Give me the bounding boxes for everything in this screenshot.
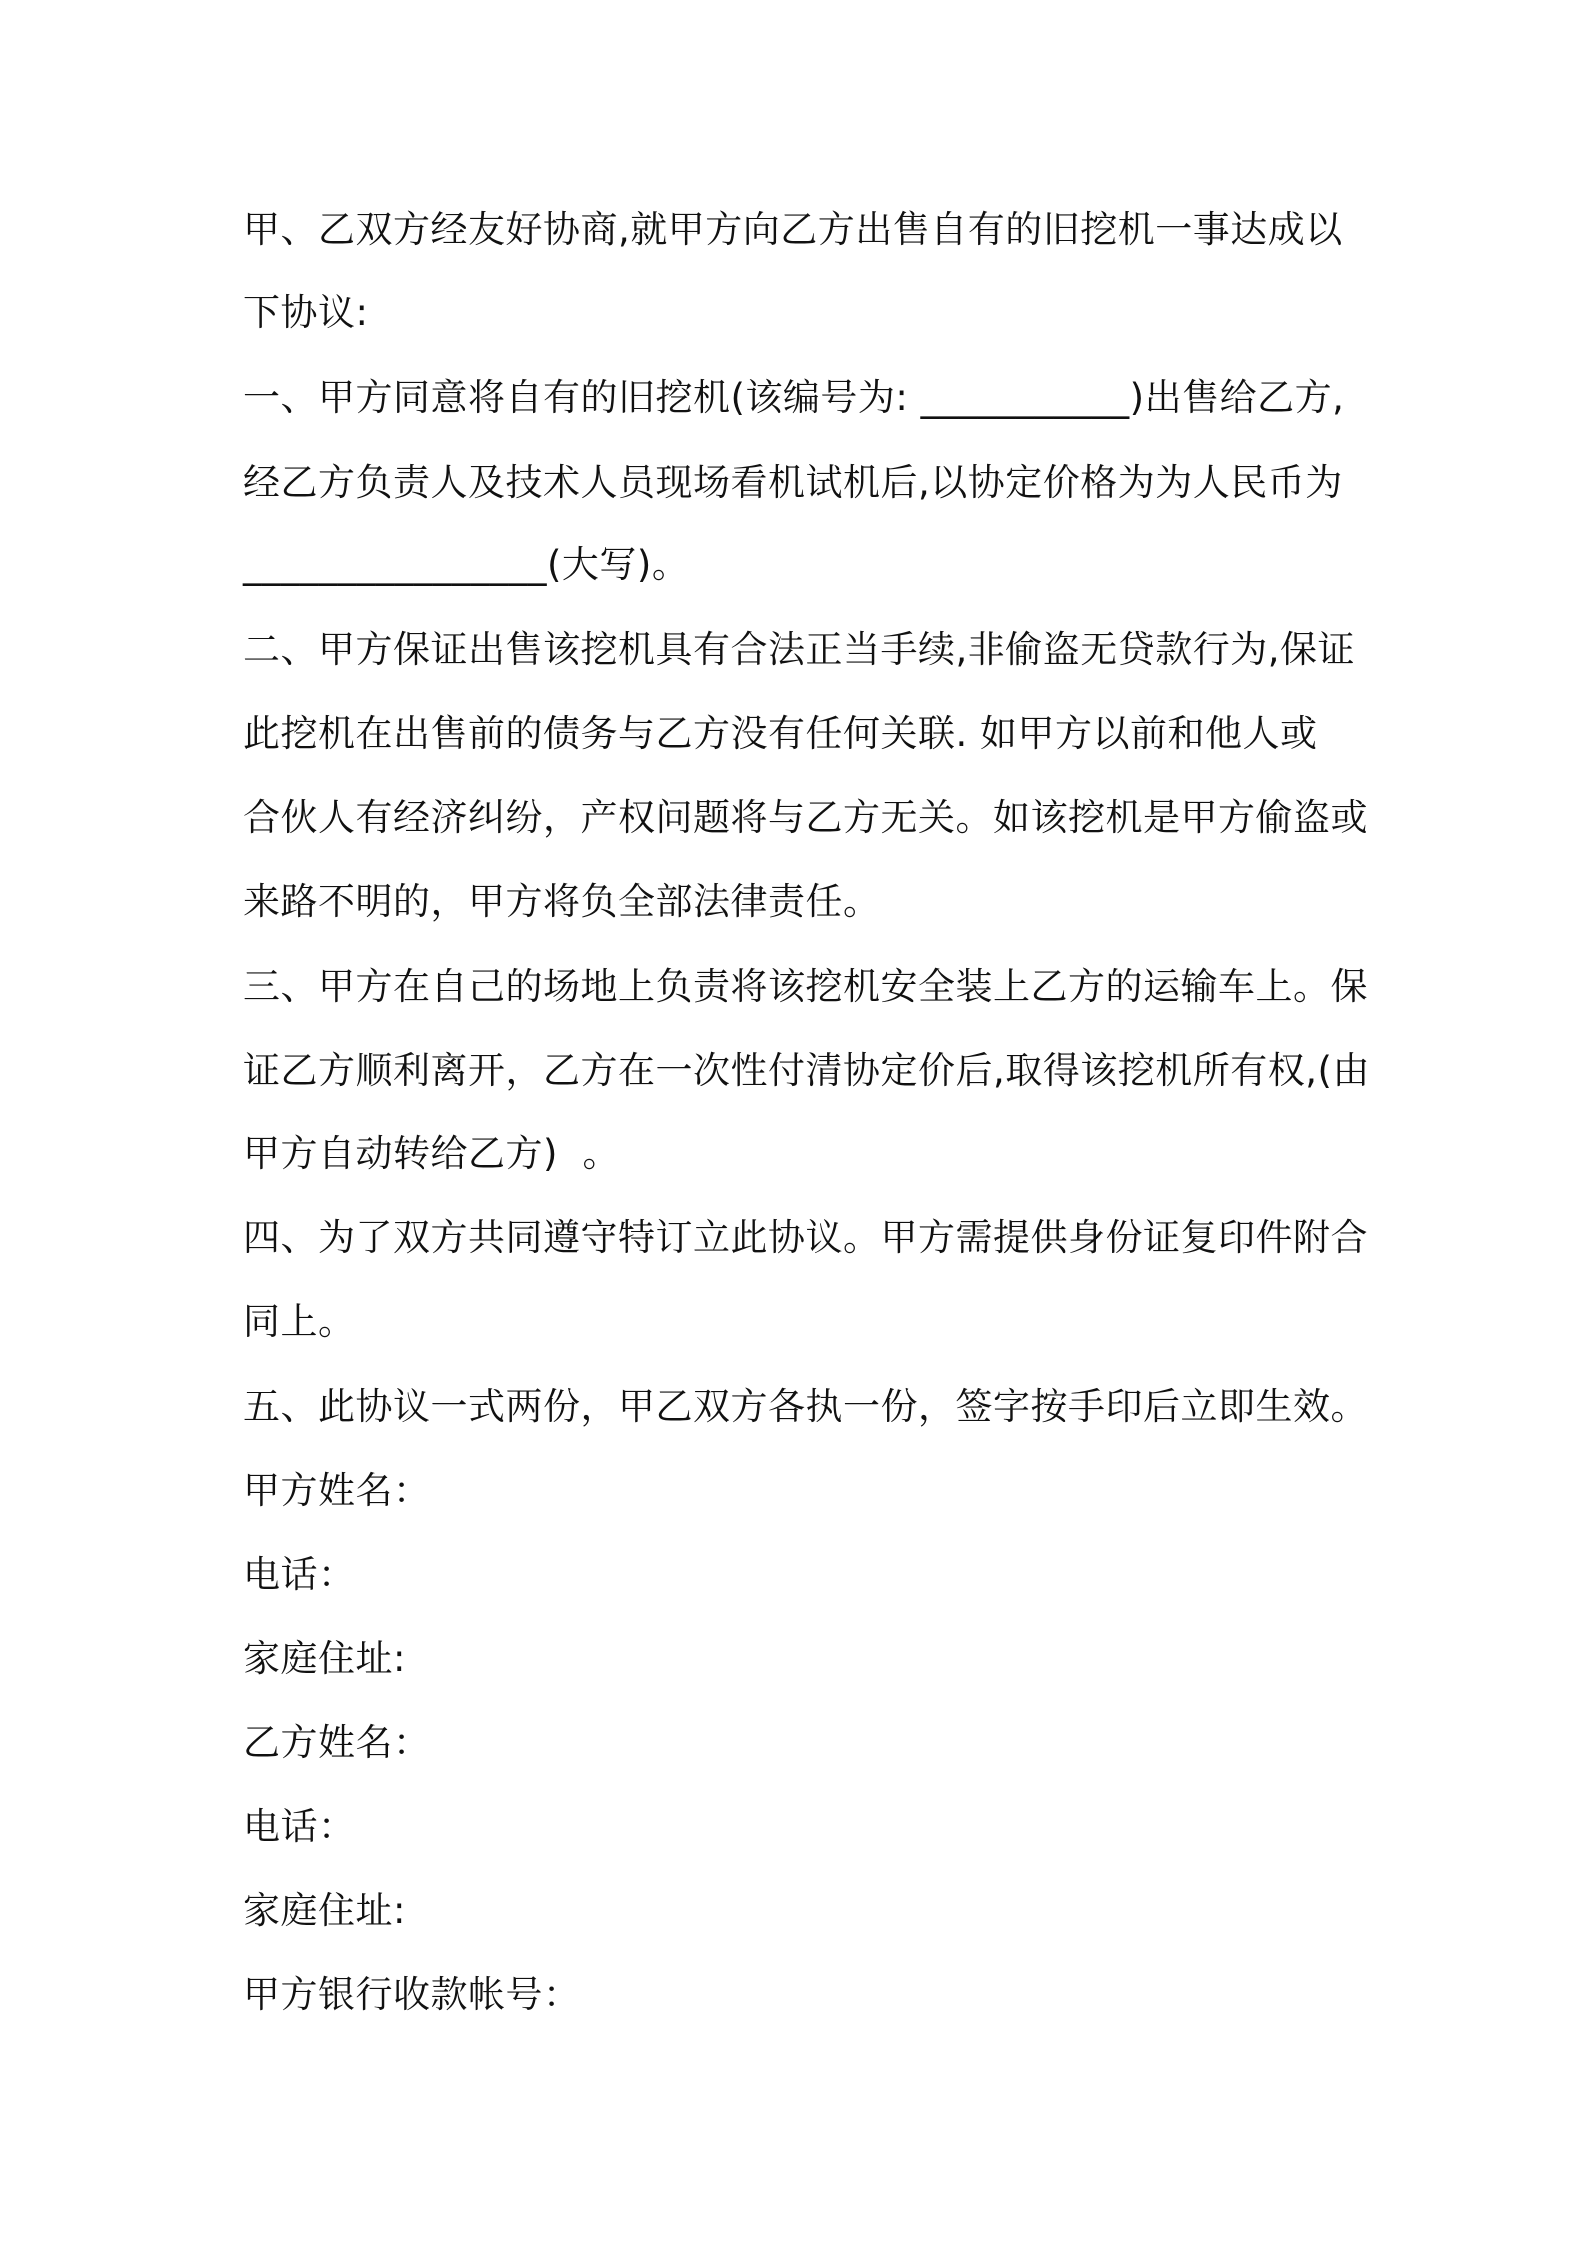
clause4-line-1: 四、为了双方共同遵守特订立此协议。甲方需提供身份证复印件附合 [243, 1216, 1368, 1259]
clause2-line-1: 二、甲方保证出售该挖机具有合法正当手续,非偷盗无贷款行为,保证 [243, 628, 1356, 671]
clause1-line-1: 一、甲方同意将自有的旧挖机(该编号为: ___________)出售给乙方, [243, 376, 1345, 419]
party-a-phone-label: 电话： [243, 1553, 356, 1596]
clause1-line-3: ________________(大写)。 [243, 543, 690, 586]
clause5-line-1: 五、此协议一式两份，甲乙双方各执一份，签字按手印后立即生效。 [243, 1385, 1368, 1428]
party-a-name-label: 甲方姓名： [243, 1469, 431, 1512]
party-b-phone-label: 电话： [243, 1805, 356, 1848]
clause3-line-2: 证乙方顺利离开，乙方在一次性付清协定价后,取得该挖机所有权,(由 [243, 1049, 1370, 1092]
clause3-line-1: 三、甲方在自己的场地上负责将该挖机安全装上乙方的运输车上。保 [243, 965, 1368, 1008]
intro-line-1: 甲、乙双方经友好协商,就甲方向乙方出售自有的旧挖机一事达成以 [243, 208, 1343, 251]
clause4-line-2: 同上。 [243, 1300, 356, 1343]
clause2-line-2: 此挖机在出售前的债务与乙方没有任何关联. 如甲方以前和他人或 [243, 712, 1318, 755]
bank-account-label: 甲方银行收款帐号： [243, 1973, 581, 2016]
party-b-name-label: 乙方姓名： [243, 1721, 431, 1764]
clause3-line-3: 甲方自动转给乙方) 。 [243, 1132, 620, 1175]
party-b-address-label: 家庭住址: [243, 1889, 406, 1932]
party-a-address-label: 家庭住址: [243, 1637, 406, 1680]
clause1-line-2: 经乙方负责人及技术人员现场看机试机后,以协定价格为为人民币为 [243, 461, 1343, 504]
clause2-line-4: 来路不明的，甲方将负全部法律责任。 [243, 880, 881, 923]
intro-line-2: 下协议: [243, 291, 369, 334]
clause2-line-3: 合伙人有经济纠纷，产权问题将与乙方无关。如该挖机是甲方偷盗或 [243, 796, 1368, 839]
